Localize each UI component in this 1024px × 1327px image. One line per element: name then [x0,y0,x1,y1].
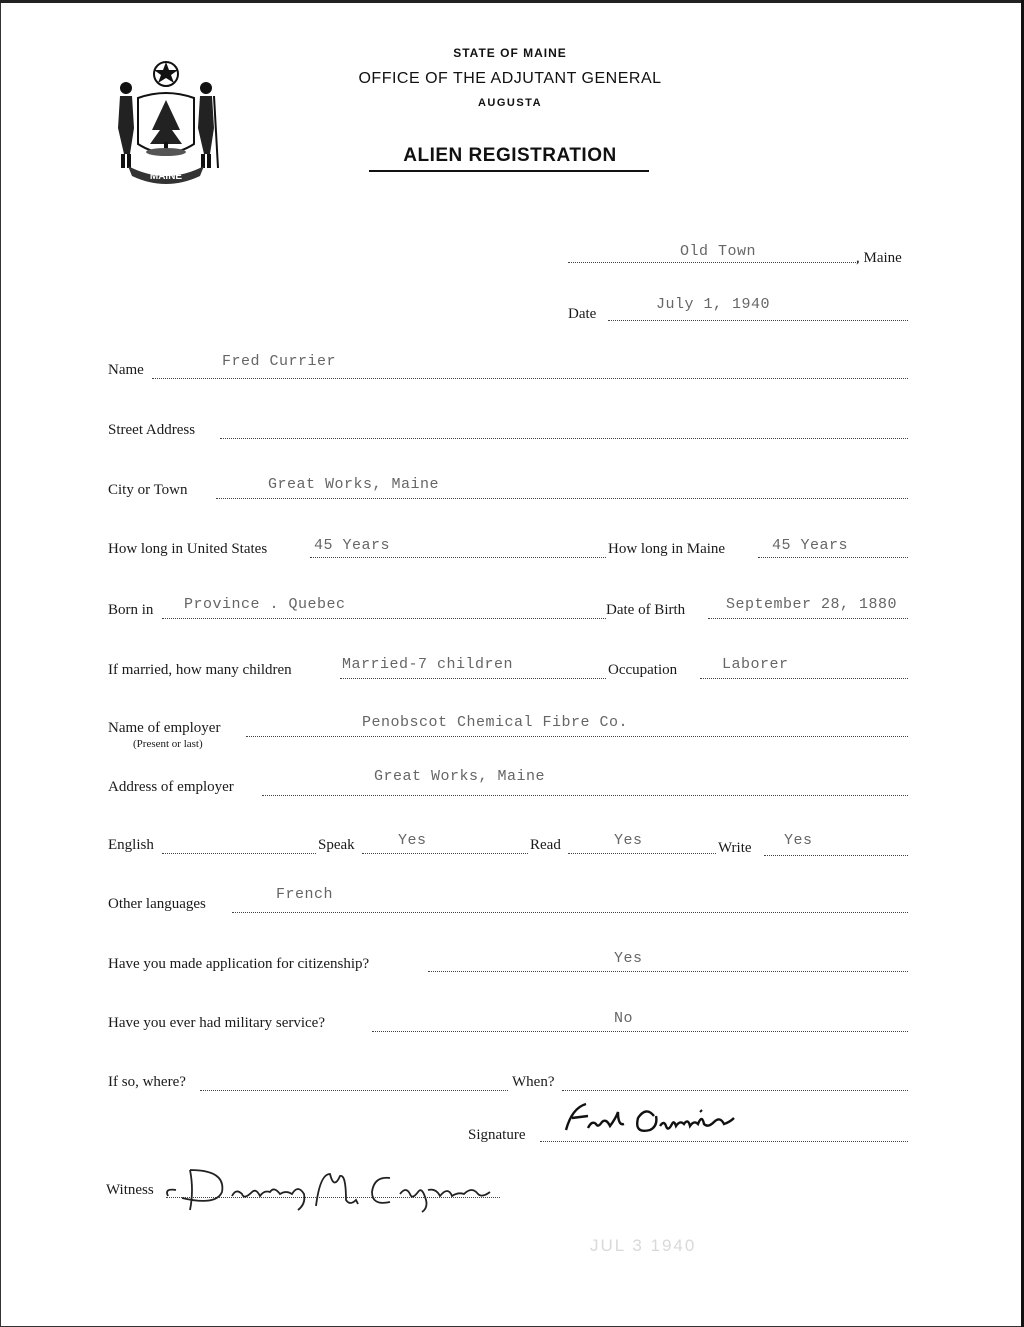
city-label: City or Town [108,482,188,498]
occupation-line [700,678,908,679]
maine-state-seal [110,58,222,186]
city-line [216,498,908,499]
street-label: Street Address [108,422,196,438]
read-value: Yes [614,832,643,849]
date-line [608,320,908,321]
seal-banner-text: MAINE [149,171,183,182]
street-line [220,438,908,439]
town-line [568,262,858,263]
citizenship-label: Have you made application for citizenship? [108,956,370,972]
employer-note: (Present or last) [133,738,203,750]
form-title: ALIEN REGISTRATION [403,145,617,166]
employer-address-value: Great Works, Maine [374,768,546,785]
dob-label: Date of Birth [606,602,686,618]
employer-label: Name of employer [108,720,221,736]
date-value: July 1, 1940 [656,296,771,313]
header-state: STATE OF MAINE [453,46,567,60]
other-languages-value: French [276,886,334,903]
witness-handwriting [160,1160,510,1220]
where-line [200,1090,508,1091]
header-office: OFFICE OF THE ADJUTANT GENERAL [358,70,662,87]
write-value: Yes [784,832,813,849]
military-line [372,1031,908,1032]
employer-line [246,736,908,737]
speak-label: Speak [318,837,355,853]
town-value: Old Town [680,243,757,260]
date-label: Date [568,306,597,322]
header-city: AUGUSTA [477,97,543,109]
employer-value: Penobscot Chemical Fibre Co. [362,714,629,731]
military-label: Have you ever had military service? [108,1015,325,1031]
name-value: Fred Currier [222,353,337,370]
occupation-value: Laborer [722,656,789,673]
english-line [162,853,316,854]
how-long-maine-label: How long in Maine [608,541,726,557]
write-line [764,855,908,856]
citizenship-value: Yes [614,950,643,967]
how-long-maine-line [758,557,908,558]
born-in-value: Province . Quebec [184,596,346,613]
signature-label: Signature [468,1127,526,1143]
how-long-maine-value: 45 Years [772,537,849,554]
read-label: Read [530,837,561,853]
born-in-label: Born in [108,602,154,618]
speak-line [362,853,528,854]
other-languages-label: Other languages [108,896,206,912]
married-label: If married, how many children [108,662,292,678]
top-border [0,0,1024,3]
employer-address-label: Address of employer [108,779,234,795]
signature-handwriting [558,1094,808,1142]
military-value: No [614,1010,634,1027]
name-label: Name [108,362,144,378]
title-underline [369,170,649,172]
city-value: Great Works, Maine [268,476,440,493]
write-label: Write [718,840,752,856]
how-long-us-label: How long in United States [108,541,268,557]
dob-line [708,618,908,619]
name-line [152,378,908,379]
witness-label: Witness [106,1182,154,1198]
born-in-line [162,618,606,619]
speak-value: Yes [398,832,427,849]
how-long-us-line [310,557,606,558]
other-languages-line [232,912,908,913]
when-label: When? [512,1074,555,1090]
when-line [562,1090,908,1091]
married-line [340,678,606,679]
received-date-stamp: JUL 3 1940 [590,1236,697,1255]
maine-label: , Maine [856,250,902,266]
employer-address-line [262,795,908,796]
how-long-us-value: 45 Years [314,537,391,554]
english-label: English [108,837,154,853]
where-label: If so, where? [108,1074,186,1090]
dob-value: September 28, 1880 [726,596,898,613]
read-line [568,853,716,854]
citizenship-line [428,971,908,972]
married-value: Married-7 children [342,656,514,673]
occupation-label: Occupation [608,662,678,678]
